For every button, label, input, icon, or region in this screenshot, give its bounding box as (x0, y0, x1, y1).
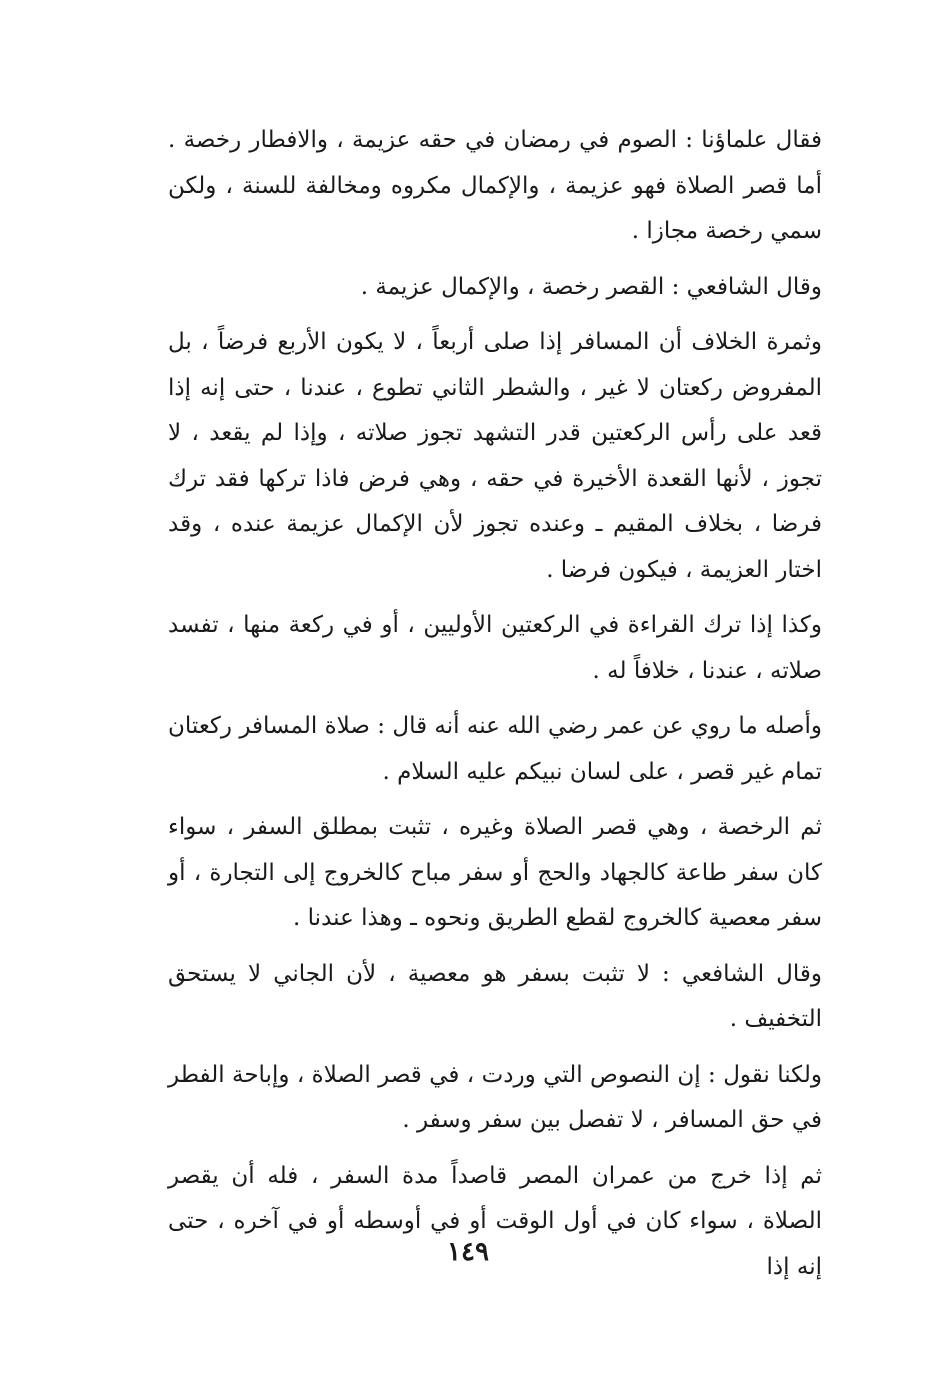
paragraph-5: وأصله ما روي عن عمر رضي الله عنه أنه قال : صلاة المسافر ركعتان تمام غير قصر ، على لسان نبيكم عليه السلام . (168, 713, 822, 785)
paragraph-3: وثمرة الخلاف أن المسافر إذا صلى أربعاً ، لا يكون الأربع فرضاً ، بل المفروض ركعتان لا غير ، والشطر الثاني تطوع ، عندنا ، حتى إنه إذا قعد على رأس الركعتين قدر التشهد تجوز صلاته ، وإذا لم يقعد ، لا تجوز ، لأنها القعدة الأخيرة في حقه ، وهي فرض فاذا تركها فقد ترك فرضا ، بخلاف المقيم ـ وعنده تجوز لأن الإكمال عزيمة عنده ، وقد اختار العزيمة ، فيكون فرضا . (168, 329, 822, 583)
body-text (168, 118, 822, 1300)
paragraph-1: فقال علماؤنا : الصوم في رمضان في حقه عزيمة ، والافطار رخصة . أما قصر الصلاة فهو عزيمة ، والإكمال مكروه ومخالفة للسنة ، ولكن سمي رخصة مجازا . (168, 127, 822, 244)
paragraph-6: ثم الرخصة ، وهي قصر الصلاة وغيره ، تثبت بمطلق السفر ، سواء كان سفر طاعة كالجهاد والحج أو سفر مباح كالخروج إلى التجارة ، أو سفر معصية كالخروج لقطع الطريق ونحوه ـ وهذا عندنا . (168, 814, 822, 931)
page-number: ١٤٩ (447, 1237, 489, 1267)
paragraph-4: وكذا إذا ترك القراءة في الركعتين الأوليين ، أو في ركعة منها ، تفسد صلاته ، عندنا ، خلافاً له . (168, 612, 822, 684)
paragraph-8: ولكنا نقول : إن النصوص التي وردت ، في قصر الصلاة ، وإباحة الفطر في حق المسافر ، لا تفصل بين سفر وسفر . (168, 1061, 822, 1133)
paragraph-9: ثم إذا خرج من عمران المصر قاصداً مدة السفر ، فله أن يقصر الصلاة ، سواء كان في أول الوقت أو في أوسطه أو في آخره ، حتى إنه إذا (168, 1162, 822, 1280)
paragraph-7: وقال الشافعي : لا تثبت بسفر هو معصية ، لأن الجاني لا يستحق التخفيف . (168, 960, 822, 1032)
paragraph-2: وقال الشافعي : القصر رخصة ، والإكمال عزيمة . (360, 273, 822, 300)
